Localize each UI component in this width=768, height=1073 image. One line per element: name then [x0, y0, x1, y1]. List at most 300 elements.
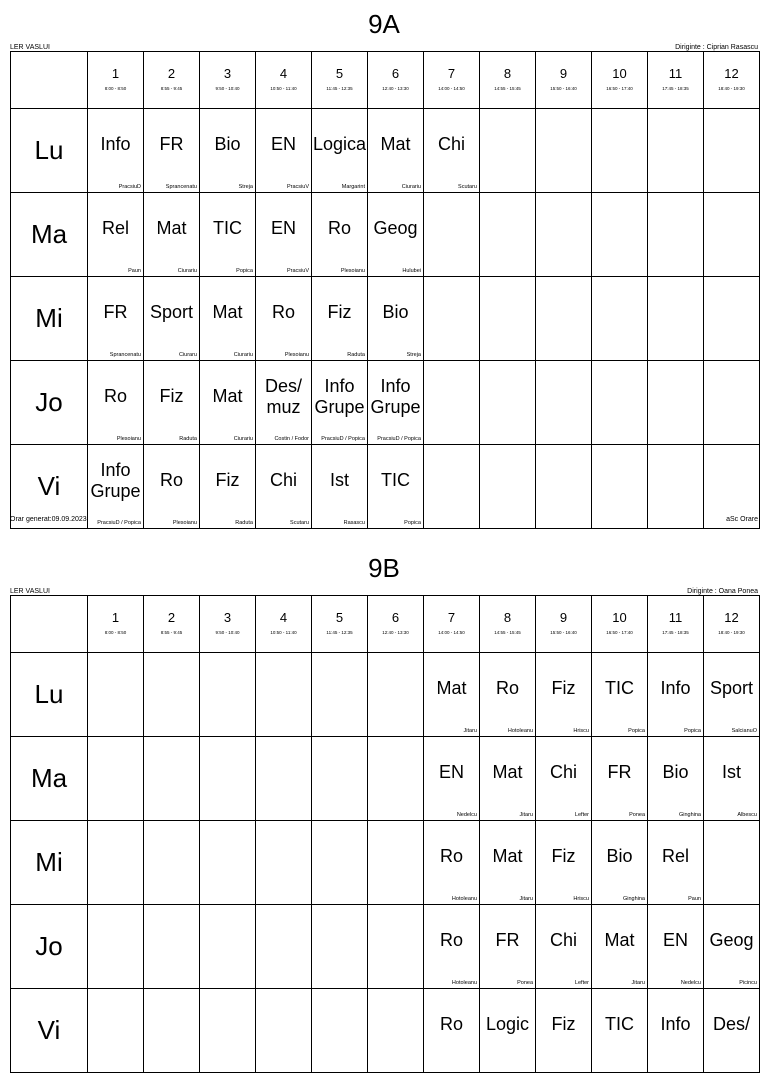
day-label: Vi: [11, 989, 88, 1073]
lesson-cell: [648, 989, 704, 1073]
teacher-name: Paun: [688, 896, 701, 902]
teacher-name: Jitaru: [631, 980, 645, 986]
lesson-cell: [200, 653, 256, 737]
lesson-cell: [480, 445, 536, 529]
teacher-name: Hotoleanu: [507, 728, 533, 734]
lesson-cell: [88, 193, 144, 277]
subject-name: Fiz: [551, 1014, 576, 1034]
lesson-cell: [368, 821, 424, 905]
lesson-cell: [536, 193, 592, 277]
subject-name: FR: [495, 930, 520, 950]
lesson-cell: [144, 109, 200, 193]
teacher-name: SalcianuO: [731, 728, 757, 734]
teacher-name: Ponea: [629, 812, 645, 818]
period-number: 5: [335, 610, 344, 625]
teacher-name: Rasascu: [343, 520, 365, 526]
teacher-name: Popica: [684, 728, 701, 734]
subject-name: Ist: [721, 762, 741, 782]
subject-name: Ro: [439, 846, 463, 866]
period-header: [648, 596, 704, 653]
lesson-cell: [480, 361, 536, 445]
teacher-name: Picincu: [739, 980, 757, 986]
subject-name: Ro: [439, 1014, 463, 1034]
teacher-name: Hotoleanu: [451, 980, 477, 986]
lesson-cell: [648, 277, 704, 361]
period-number: 12: [724, 610, 739, 625]
lesson-cell: [480, 821, 536, 905]
lesson-cell: [256, 737, 312, 821]
period-number: 2: [167, 610, 176, 625]
subject-name: Mat: [492, 762, 523, 782]
teacher-name: Hotoleanu: [451, 896, 477, 902]
lesson-cell: [144, 989, 200, 1073]
subject-name: FR: [159, 134, 184, 154]
lesson-cell: [200, 737, 256, 821]
lesson-cell: [256, 193, 312, 277]
lesson-cell: [256, 109, 312, 193]
teacher-name: Ciuraru: [178, 352, 197, 358]
subject-name: Bio: [382, 302, 409, 322]
period-number: 1: [111, 66, 120, 81]
teacher-name: PracsiuV: [286, 268, 309, 274]
period-header: [256, 596, 312, 653]
lesson-cell: [592, 193, 648, 277]
subject-name: Mat: [380, 134, 411, 154]
teacher-name: Hulubei: [402, 268, 421, 274]
lesson-cell: [88, 445, 144, 529]
teacher-name: Jitaru: [519, 896, 533, 902]
period-time: 9:50 - 10:40: [215, 630, 240, 635]
lesson-cell: [704, 737, 760, 821]
subject-name: Des/ muz: [264, 375, 302, 417]
lesson-cell: [704, 905, 760, 989]
teacher-name: Ciurariu: [401, 184, 421, 190]
lesson-cell: [312, 821, 368, 905]
period-number: 3: [223, 610, 232, 625]
lesson-cell: [88, 737, 144, 821]
teacher-name: Ginghina: [622, 896, 645, 902]
lesson-cell: [592, 109, 648, 193]
period-header: [424, 52, 480, 109]
lesson-cell: [200, 193, 256, 277]
teacher-name: Popica: [628, 728, 645, 734]
period-number: 10: [612, 610, 627, 625]
lesson-cell: [424, 277, 480, 361]
subject-name: Rel: [661, 846, 689, 866]
period-header-row: [11, 52, 760, 109]
subject-name: FR: [607, 762, 632, 782]
lesson-cell: [368, 737, 424, 821]
lesson-cell: [648, 109, 704, 193]
teacher-name: Sprancenatu: [165, 184, 197, 190]
lesson-cell: [144, 737, 200, 821]
lesson-cell: [144, 821, 200, 905]
period-time: 18:40 - 19:30: [718, 630, 745, 635]
lesson-cell: [368, 445, 424, 529]
lesson-cell: [88, 277, 144, 361]
lesson-cell: [592, 277, 648, 361]
period-header: [144, 596, 200, 653]
lesson-cell: [88, 989, 144, 1073]
lesson-cell: [648, 361, 704, 445]
subject-name: Ro: [439, 930, 463, 950]
lesson-cell: [312, 905, 368, 989]
period-time: 12:40 - 13:30: [382, 630, 409, 635]
period-time: 16:50 - 17:40: [606, 86, 633, 91]
lesson-cell: [704, 277, 760, 361]
subject-name: Bio: [662, 762, 689, 782]
period-header: [200, 596, 256, 653]
lesson-cell: [424, 653, 480, 737]
subject-name: Mat: [212, 302, 243, 322]
period-time: 14:00 - 14:50: [438, 86, 465, 91]
lesson-cell: [592, 445, 648, 529]
lesson-cell: [424, 361, 480, 445]
lesson-cell: [88, 361, 144, 445]
brand-label: aSc Orare: [726, 516, 758, 523]
teacher-name: Hriscu: [573, 728, 589, 734]
lesson-cell: [536, 109, 592, 193]
period-header: [256, 52, 312, 109]
period-number: 11: [668, 610, 683, 625]
period-number: 8: [503, 610, 512, 625]
lesson-cell: [592, 737, 648, 821]
teacher-name: Raduta: [179, 436, 197, 442]
school-name: LER VASLUI: [10, 44, 50, 51]
lesson-cell: [312, 361, 368, 445]
day-row: [11, 989, 760, 1073]
lesson-cell: [704, 193, 760, 277]
lesson-cell: [592, 821, 648, 905]
teacher-name: Lefter: [574, 812, 589, 818]
subject-name: Sport: [149, 302, 194, 322]
period-number: 10: [612, 66, 627, 81]
subject-name: Mat: [436, 678, 467, 698]
period-header: [424, 596, 480, 653]
subject-name: Chi: [437, 134, 465, 154]
lesson-cell: [536, 821, 592, 905]
period-number: 12: [724, 66, 739, 81]
lesson-cell: [368, 989, 424, 1073]
lesson-cell: [144, 653, 200, 737]
period-header: [536, 596, 592, 653]
lesson-cell: [480, 193, 536, 277]
lesson-cell: [536, 737, 592, 821]
lesson-cell: [88, 821, 144, 905]
period-header: [704, 596, 760, 653]
subject-name: Mat: [212, 386, 243, 406]
subject-name: EN: [438, 762, 464, 782]
teacher-name: PracsiuV: [286, 184, 309, 190]
period-header: [592, 596, 648, 653]
generated-date: Orar generat:09.09.2023: [10, 516, 87, 523]
day-label: Lu: [11, 653, 88, 737]
lesson-cell: [536, 989, 592, 1073]
period-header: [368, 52, 424, 109]
period-header: [480, 52, 536, 109]
lesson-cell: [424, 821, 480, 905]
lesson-cell: [256, 277, 312, 361]
period-header: [88, 596, 144, 653]
subject-name: Ro: [495, 678, 519, 698]
period-time: 11:45 - 12:35: [326, 86, 353, 91]
subject-name: TIC: [605, 678, 634, 698]
period-header: [368, 596, 424, 653]
timetable-9b: [0, 552, 768, 1045]
subject-name: TIC: [605, 1014, 634, 1034]
period-number: 1: [111, 610, 120, 625]
lesson-cell: [368, 653, 424, 737]
period-number: 5: [335, 66, 344, 81]
subject-name: Mat: [156, 218, 187, 238]
day-row: [11, 737, 760, 821]
lesson-cell: [480, 653, 536, 737]
lesson-cell: [200, 989, 256, 1073]
subject-name: Mat: [604, 930, 635, 950]
subject-name: EN: [270, 134, 296, 154]
lesson-cell: [312, 653, 368, 737]
period-number: 4: [279, 66, 288, 81]
lesson-cell: [88, 653, 144, 737]
subject-name: FR: [103, 302, 128, 322]
period-time: 15:50 - 16:40: [550, 86, 577, 91]
lesson-cell: [200, 109, 256, 193]
day-row: [11, 821, 760, 905]
lesson-cell: [592, 361, 648, 445]
day-label: Mi: [11, 821, 88, 905]
subject-name: Sport: [709, 678, 754, 698]
period-time: 14:00 - 14:50: [438, 630, 465, 635]
lesson-cell: [536, 905, 592, 989]
lesson-cell: [480, 905, 536, 989]
period-number: 6: [391, 66, 400, 81]
subject-name: Logic: [485, 1014, 530, 1034]
subject-name: EN: [662, 930, 688, 950]
period-number: 6: [391, 610, 400, 625]
teacher-name: Scutaru: [458, 184, 477, 190]
lesson-cell: [648, 905, 704, 989]
period-header-row: [11, 596, 760, 653]
period-header: [312, 52, 368, 109]
lesson-cell: [144, 445, 200, 529]
lesson-cell: [424, 989, 480, 1073]
period-time: 8:55 - 9:45: [160, 630, 183, 635]
period-time: 11:45 - 12:35: [326, 630, 353, 635]
teacher-name: Popica: [404, 520, 421, 526]
subject-name: Info: [100, 134, 131, 154]
lesson-cell: [480, 109, 536, 193]
period-time: 18:40 - 19:30: [718, 86, 745, 91]
teacher-name: Margarint: [341, 184, 365, 190]
teacher-name: Nedelcu: [680, 980, 701, 986]
subject-name: Info Grupe: [370, 375, 421, 417]
lesson-cell: [200, 277, 256, 361]
teacher-name: Popica: [236, 268, 253, 274]
teacher-name: Ciurariu: [177, 268, 197, 274]
lesson-cell: [424, 737, 480, 821]
subject-name: Fiz: [327, 302, 352, 322]
subject-name: Ro: [103, 386, 127, 406]
lesson-cell: [704, 989, 760, 1073]
lesson-cell: [88, 109, 144, 193]
period-time: 14:55 - 15:45: [494, 630, 521, 635]
lesson-cell: [704, 361, 760, 445]
lesson-cell: [312, 109, 368, 193]
day-label: Ma: [11, 737, 88, 821]
timetable-9a: [0, 8, 768, 528]
day-row: [11, 277, 760, 361]
subject-name: Ro: [271, 302, 295, 322]
lesson-cell: [592, 653, 648, 737]
lesson-cell: [648, 445, 704, 529]
period-header: [704, 52, 760, 109]
lesson-cell: [536, 653, 592, 737]
day-label: Lu: [11, 109, 88, 193]
period-time: 8:00 - 8:50: [104, 86, 127, 91]
lesson-cell: [648, 821, 704, 905]
lesson-cell: [480, 277, 536, 361]
period-number: 7: [447, 610, 456, 625]
subject-name: Geog: [373, 218, 418, 238]
period-number: 4: [279, 610, 288, 625]
teacher-name: Plesoianu: [284, 352, 309, 358]
lesson-cell: [480, 989, 536, 1073]
teacher-name: Lefter: [574, 980, 589, 986]
period-time: 17:45 - 18:35: [662, 86, 689, 91]
day-label: Ma: [11, 193, 88, 277]
day-label: Mi: [11, 277, 88, 361]
timetable-grid: [10, 51, 760, 529]
lesson-cell: [144, 905, 200, 989]
period-number: 3: [223, 66, 232, 81]
subject-name: Info: [660, 1014, 691, 1034]
subject-name: Ro: [159, 470, 183, 490]
teacher-name: Jitaru: [463, 728, 477, 734]
lesson-cell: [480, 737, 536, 821]
teacher-name: PracsiuD / Popica: [377, 436, 421, 442]
lesson-cell: [424, 193, 480, 277]
teacher-name: Streja: [406, 352, 421, 358]
subject-name: Fiz: [551, 846, 576, 866]
teacher-name: Raduta: [235, 520, 253, 526]
homeroom-teacher: Diriginte : Oana Ponea: [687, 588, 758, 595]
subject-name: Logica: [312, 134, 367, 154]
lesson-cell: [648, 653, 704, 737]
subject-name: EN: [270, 218, 296, 238]
school-name: LER VASLUI: [10, 588, 50, 595]
teacher-name: Plesoianu: [172, 520, 197, 526]
lesson-cell: [368, 361, 424, 445]
subject-name: Chi: [549, 762, 577, 782]
lesson-cell: [200, 445, 256, 529]
lesson-cell: [536, 361, 592, 445]
subject-name: Mat: [492, 846, 523, 866]
period-time: 16:50 - 17:40: [606, 630, 633, 635]
lesson-cell: [704, 109, 760, 193]
teacher-name: Hriscu: [573, 896, 589, 902]
teacher-name: Streja: [238, 184, 253, 190]
teacher-name: PracsiuD / Popica: [321, 436, 365, 442]
lesson-cell: [368, 277, 424, 361]
day-row: [11, 193, 760, 277]
lesson-cell: [144, 277, 200, 361]
day-row: [11, 653, 760, 737]
period-time: 10:50 - 11:40: [270, 630, 297, 635]
day-label: Jo: [11, 361, 88, 445]
lesson-cell: [312, 737, 368, 821]
day-row: [11, 905, 760, 989]
teacher-name: Ginghina: [678, 812, 701, 818]
teacher-name: Scutaru: [290, 520, 309, 526]
day-row: [11, 445, 760, 529]
period-number: 9: [559, 610, 568, 625]
period-number: 7: [447, 66, 456, 81]
lesson-cell: [200, 905, 256, 989]
teacher-name: Raduta: [347, 352, 365, 358]
period-number: 11: [668, 66, 683, 81]
subject-name: Fiz: [215, 470, 240, 490]
day-row: [11, 361, 760, 445]
lesson-cell: [256, 821, 312, 905]
period-number: 9: [559, 66, 568, 81]
period-number: 2: [167, 66, 176, 81]
lesson-cell: [256, 653, 312, 737]
lesson-cell: [424, 905, 480, 989]
lesson-cell: [312, 277, 368, 361]
class-title: 9A: [368, 9, 400, 39]
teacher-name: PracsiuD / Popica: [97, 520, 141, 526]
teacher-name: PracsiuD: [118, 184, 141, 190]
teacher-name: Sprancenatu: [109, 352, 141, 358]
lesson-cell: [312, 989, 368, 1073]
lesson-cell: [88, 905, 144, 989]
lesson-cell: [256, 445, 312, 529]
period-header: [648, 52, 704, 109]
lesson-cell: [536, 445, 592, 529]
subject-name: Info Grupe: [314, 375, 365, 417]
period-time: 12:40 - 13:30: [382, 86, 409, 91]
period-time: 15:50 - 16:40: [550, 630, 577, 635]
period-time: 17:45 - 18:35: [662, 630, 689, 635]
teacher-name: Plesoianu: [340, 268, 365, 274]
period-header: [312, 596, 368, 653]
teacher-name: Ciurariu: [233, 436, 253, 442]
period-header: [200, 52, 256, 109]
day-label: Vi: [11, 445, 88, 529]
homeroom-teacher: Diriginte : Ciprian Rasascu: [675, 44, 758, 51]
lesson-cell: [256, 989, 312, 1073]
lesson-cell: [144, 361, 200, 445]
period-header: [480, 596, 536, 653]
subject-name: Des/: [712, 1014, 750, 1034]
lesson-cell: [704, 653, 760, 737]
period-header: [592, 52, 648, 109]
subject-name: Rel: [101, 218, 129, 238]
lesson-cell: [368, 109, 424, 193]
period-time: 14:55 - 15:45: [494, 86, 521, 91]
lesson-cell: [424, 109, 480, 193]
subject-name: Chi: [269, 470, 297, 490]
period-time: 10:50 - 11:40: [270, 86, 297, 91]
subject-name: Ro: [327, 218, 351, 238]
teacher-name: Paun: [128, 268, 141, 274]
lesson-cell: [592, 905, 648, 989]
period-number: 8: [503, 66, 512, 81]
lesson-cell: [312, 193, 368, 277]
period-header: [88, 52, 144, 109]
subject-name: Geog: [709, 930, 754, 950]
subject-name: Fiz: [159, 386, 184, 406]
